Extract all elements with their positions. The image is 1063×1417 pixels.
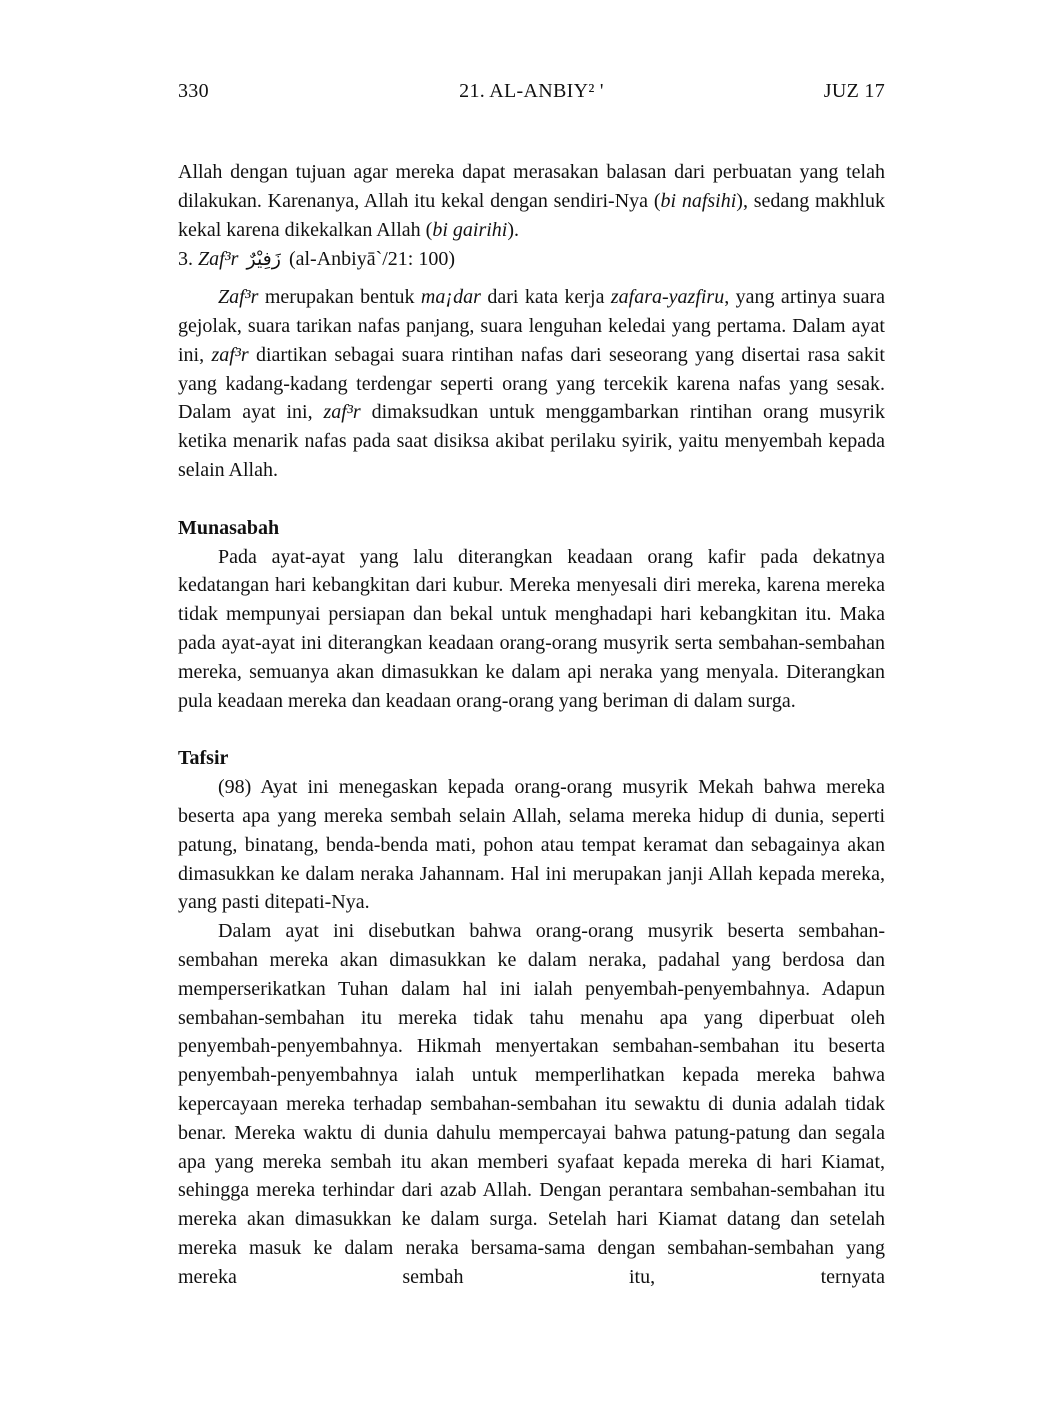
page-header [178, 78, 885, 104]
paragraph-munasabah [178, 543, 885, 716]
text-run: Zaf³r [198, 248, 244, 271]
text-run: ), sedang makhluk kekal karena dikekalkan Allah ( [178, 189, 886, 241]
text-run: Allah dengan tujuan agar mereka dapat merasakan balasan dari perbuatan yang telah dilakukan. Karenanya, Allah itu kekal dengan sendiri-Nya ( [178, 161, 885, 212]
paragraph-tafsir-continued [178, 917, 885, 1291]
text-run: Pada ayat-ayat yang lalu diterangkan keadaan orang kafir pada dekatnya kedatangan hari kebangkitan dari kubur. Mereka menyesali diri mereka, karena mereka tidak mempunyai persiapan dan bekal untuk menghadapi hari kebangkitan itu. Maka pada ayat-ayat ini diterangkan keadaan orang-orang musyrik serta sembahan-sembahan mereka, semuanya akan dimasukkan ke dalam api neraka yang menyala. Diterangkan pula keadaan mereka dan keadaan orang-orang yang beriman di dalam surga. [178, 545, 885, 712]
text-run: bi gairihi [432, 218, 508, 241]
text-run: (al-Anbiyā`/21: 100) [283, 248, 456, 271]
page-number: 330 [178, 80, 209, 102]
text-run: zaf³r [211, 343, 249, 366]
text-run: dari kata kerja [480, 286, 611, 309]
section-heading-tafsir [178, 744, 885, 773]
text-run: bi nafsihi [660, 189, 737, 212]
verse-reference-line [178, 245, 885, 274]
text-run: zaf³r [323, 401, 361, 424]
text-run: , yang artinya suara gejolak, suara tarikan nafas panjang, suara lenguhan keledai yang pertama. Dalam ayat ini, [178, 286, 885, 366]
text-run: ma¡dar [420, 286, 481, 309]
paragraph-continuation [178, 158, 885, 244]
text-run: Tafsir [178, 747, 229, 770]
text-run: Dalam ayat ini disebutkan bahwa orang-orang musyrik beserta sembahan-sembahan mereka akan dimasukkan ke dalam neraka, padahal yang berdosa dan memperserikatkan Tuhan dalam hal ini ialah penyembah-penyembahnya. Adapun sembahan-sembahan itu mereka tidak tahu menahu apa yang diperbuat oleh penyembah-penyembahnya. Hikmah menyertakan sembahan-sembahan itu beserta penyembah-penyembahnya ialah untuk memperlihatkan kepada mereka bahwa kepercayaan mereka terhadap sembahan-sembahan itu sewaktu di dunia adalah tidak benar. Mereka waktu di dunia dahulu mempercayai bahwa patung-patung dan segala apa yang mereka sembah itu akan memberi syafaat kepada mereka di hari Kiamat, sehingga mereka terhindar dari azab Allah. Dengan perantara sembahan-sembahan itu mereka akan dimasukkan ke dalam surga. Setelah hari Kiamat datang dan setelah mereka masuk ke dalam neraka bersama-sama dengan sembahan-sembahan yang mereka sembah itu, ternyata [178, 920, 885, 1288]
text-run: Zaf³r [218, 286, 259, 309]
text-run: ). [507, 218, 520, 241]
paragraph-zafir-definition [178, 283, 885, 485]
section-heading-munasabah [178, 514, 885, 543]
text-run: diartikan sebagai suara rintihan nafas dari seseorang yang disertai rasa sakit yang kadang-kadang terdengar seperti orang yang tercekik karena nafas yang sesak. Dalam ayat ini, [178, 343, 885, 424]
text-run: zafara-yazfiru [610, 286, 725, 309]
body-text [178, 158, 885, 1291]
juz-label: JUZ 17 [823, 80, 885, 102]
surah-title: 21. AL-ANBIY² ' [459, 80, 604, 102]
text-run: Munasabah [178, 516, 280, 539]
text-run: merupakan bentuk [258, 286, 421, 309]
text-run: dimaksudkan untuk menggambarkan rintihan orang musyrik ketika menarik nafas pada saat disiksa akibat perilaku syirik, yaitu menyembah kepada selain Allah. [178, 401, 885, 481]
paragraph-tafsir-98 [178, 773, 885, 917]
text-run: 3. [178, 248, 198, 271]
arabic-word: زَفِيْرٌ [246, 248, 281, 271]
text-run: (98) Ayat ini menegaskan kepada orang-orang musyrik Mekah bahwa mereka beserta apa yang mereka sembah selain Allah, selama mereka hidup di dunia, seperti patung, binatang, benda-benda mati, pohon atau tempat keramat dan sebagainya akan dimasukkan ke dalam neraka Jahannam. Hal ini merupakan janji Allah kepada mereka, yang pasti ditepati-Nya. [178, 776, 885, 914]
